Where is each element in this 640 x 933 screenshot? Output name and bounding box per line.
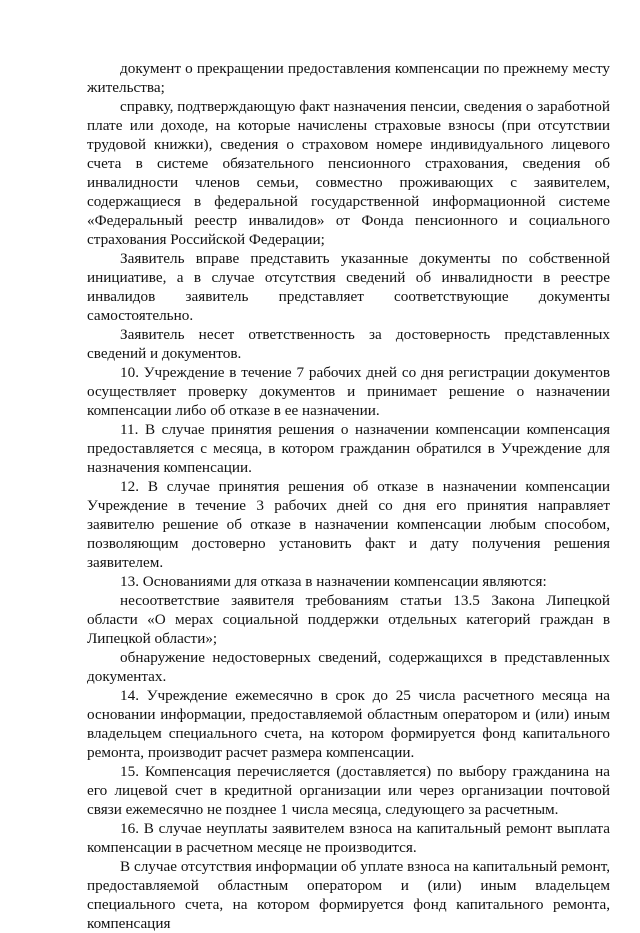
paragraph: 12. В случае принятия решения об отказе в назначении компенсации Учреждение в течение 3 рабочих дней со дня его принятия направляет заявителю решение об отказе в назначении компенсации любым способом, позволяющим достоверно установить факт и дату получения решения заявителем. xyxy=(87,478,610,571)
paragraph: документ о прекращении предоставления компенсации по прежнему месту жительства; xyxy=(87,60,610,96)
paragraph: 16. В случае неуплаты заявителем взноса на капитальный ремонт выплата компенсации в расчетном месяце не производится. xyxy=(87,820,610,856)
paragraph: несоответствие заявителя требованиям статьи 13.5 Закона Липецкой области «О мерах социальной поддержки отдельных категорий граждан в Липецкой области»; xyxy=(87,592,610,647)
paragraph: 11. В случае принятия решения о назначении компенсации компенсация предоставляется с месяца, в котором гражданин обратился в Учреждение для назначения компенсации. xyxy=(87,421,610,476)
paragraph: Заявитель несет ответственность за достоверность представленных сведений и документов. xyxy=(87,326,610,362)
paragraph: 15. Компенсация перечисляется (доставляется) по выбору гражданина на его лицевой счет в кредитной организации или через организации почтовой связи ежемесячно не позднее 1 числа месяца, следующего за расчетным. xyxy=(87,763,610,818)
paragraph: В случае отсутствия информации об уплате взноса на капитальный ремонт, предоставляемой областным оператором и (или) иным владельцем специального счета, на котором формируется фонд капитального ремонта, компенсация xyxy=(87,858,610,932)
paragraph: справку, подтверждающую факт назначения пенсии, сведения о заработной плате или доходе, на которые начислены страховые взносы (при отсутствии трудовой книжки), сведения о страховом номере индивидуального лицевого счета в системе обязательного пенсионного страхования, сведения об инвалидности членов семьи, совместно проживающих с заявителем, содержащиеся в федеральной государственной информационной системе «Федеральный реестр инвалидов» от Фонда пенсионного и социального страхования Российской Федерации; xyxy=(87,98,610,248)
paragraph: 10. Учреждение в течение 7 рабочих дней со дня регистрации документов осуществляет проверку документов и принимает решение о назначении компенсации либо об отказе в ее назначении. xyxy=(87,364,610,419)
paragraph: Заявитель вправе представить указанные документы по собственной инициативе, а в случае отсутствия сведений об инвалидности в реестре инвалидов заявитель представляет соответствующие документы самостоятельно. xyxy=(87,250,610,324)
paragraph: 13. Основаниями для отказа в назначении компенсации являются: xyxy=(120,573,547,590)
paragraph: 14. Учреждение ежемесячно в срок до 25 числа расчетного месяца на основании информации, предоставляемой областным оператором и (или) иным владельцем специального счета, на котором формируется фонд капитального ремонта, производит расчет размера компенсации. xyxy=(87,687,610,761)
paragraph: обнаружение недостоверных сведений, содержащихся в представленных документах. xyxy=(87,649,610,685)
